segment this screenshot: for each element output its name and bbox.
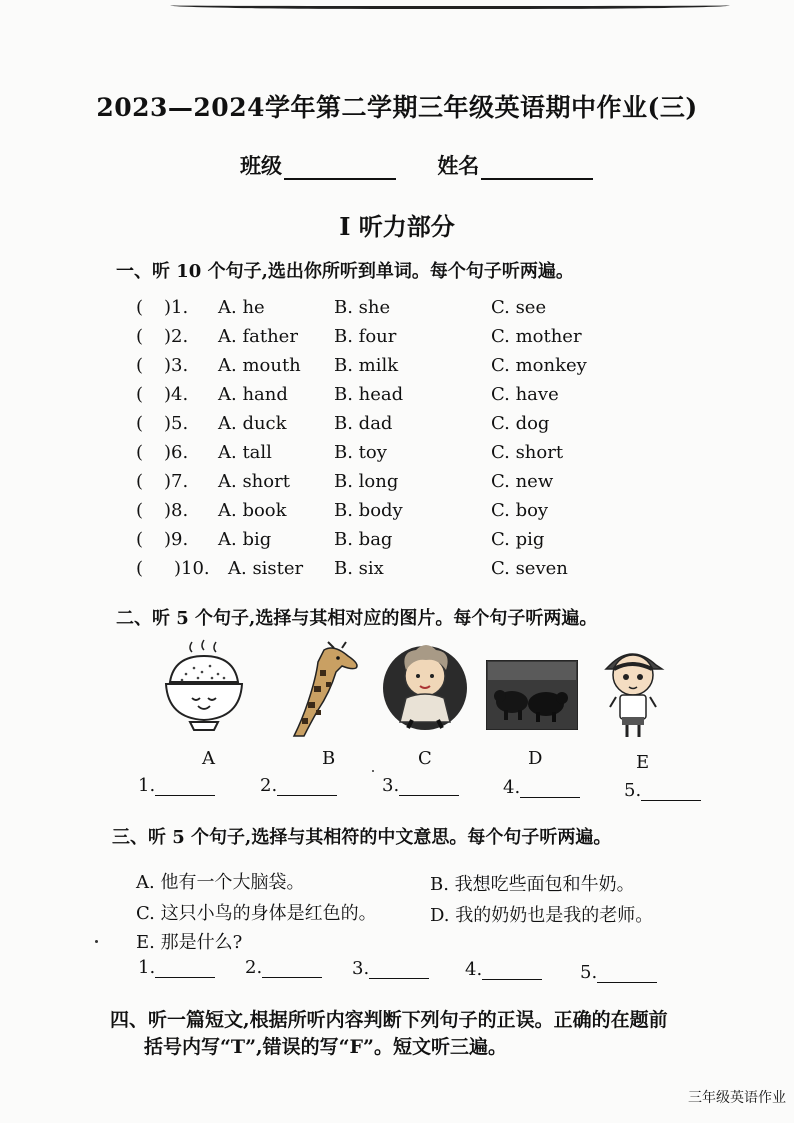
section4-heading-line1: 四、听一篇短文,根据所听内容判断下列句子的正误。正确的在题前 [110, 1009, 668, 1031]
picture-label-e: E [636, 752, 650, 773]
girl-eating-icon [382, 642, 468, 732]
section2-heading: 二、听 5 个句子,选择与其相对应的图片。每个句子听两遍。 [116, 608, 598, 629]
answer-blank[interactable]: 2. [260, 775, 337, 796]
part-heading: I 听力部分 [339, 212, 455, 241]
section1-heading: 一、听 10 个句子,选出你所听到单词。每个句子听两遍。 [116, 261, 574, 282]
picture-label-b: B [322, 748, 336, 769]
answer-blank[interactable]: 3. [352, 958, 429, 979]
picture-label-d: D [528, 748, 543, 769]
name-label: 姓名 [437, 153, 480, 178]
answer-blank[interactable]: 4. [503, 777, 580, 798]
section4-heading-line2: 括号内写“T”,错误的写“F”。短文听三遍。 [144, 1036, 507, 1058]
picture-label-a: A [202, 748, 215, 769]
rice-bowl-icon [162, 638, 246, 734]
answer-blank[interactable]: 1. [138, 775, 215, 796]
scan-speck [372, 770, 374, 772]
boy-with-cap-icon [600, 645, 666, 741]
option-e: E. 那是什么? [136, 932, 243, 953]
giraffe-icon [290, 640, 362, 738]
class-blank [284, 156, 396, 180]
option-c: C. 这只小鸟的身体是红色的。 [136, 903, 377, 924]
option-a: A. 他有一个大脑袋。 [136, 872, 305, 893]
option-d: D. 我的奶奶也是我的老师。 [430, 905, 654, 926]
answer-blank[interactable]: 1. [138, 957, 215, 978]
picture-label-c: C [418, 748, 432, 769]
name-blank [481, 156, 593, 180]
answer-blank[interactable]: 5. [624, 780, 701, 801]
scan-speck [95, 940, 98, 943]
student-info [240, 150, 627, 180]
option-b: B. 我想吃些面包和牛奶。 [430, 874, 635, 895]
answer-blank[interactable]: 3. [382, 775, 459, 796]
answer-blank[interactable]: 4. [465, 959, 542, 980]
class-label: 班级 [240, 153, 282, 178]
page-top-edge [170, 0, 730, 9]
bears-photo-icon [486, 660, 578, 730]
answer-blank[interactable]: 5. [580, 962, 657, 983]
page-title: 2023—2024学年第二学期三年级英语期中作业(三) [96, 93, 698, 122]
section3-heading: 三、听 5 个句子,选择与其相符的中文意思。每个句子听两遍。 [112, 827, 612, 848]
answer-blank[interactable]: 2. [245, 957, 322, 978]
footer-label: 三年级英语作业 [688, 1090, 786, 1106]
